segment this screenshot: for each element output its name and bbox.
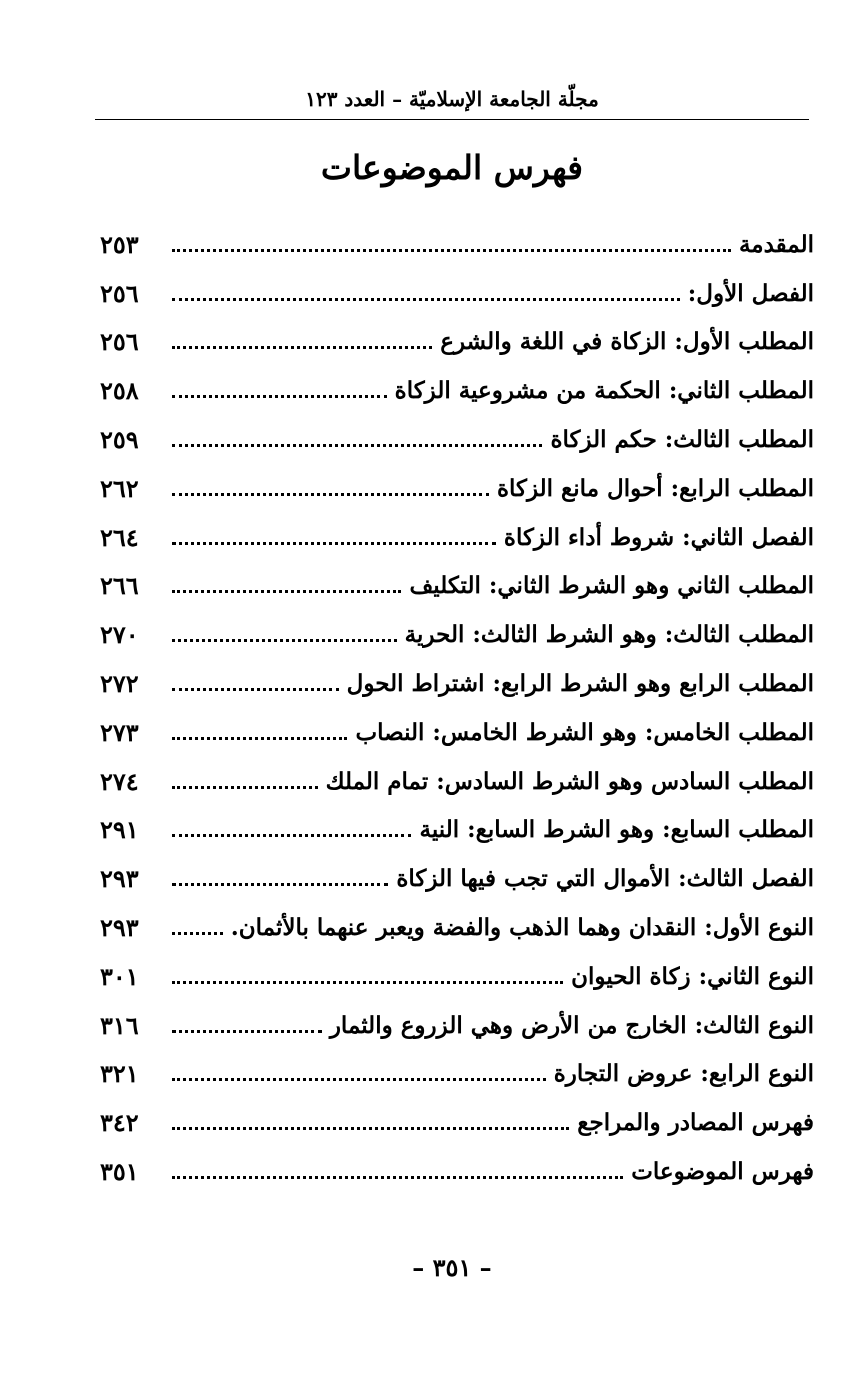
toc-entry <box>100 1050 814 1099</box>
dot-leader <box>172 639 397 642</box>
toc-entry-title: المطلب السابع: وهو الشرط السابع: النية <box>419 816 814 844</box>
dot-leader <box>172 786 318 789</box>
toc-entry-page: ٢٥٦ <box>100 278 139 308</box>
dot-leader <box>172 298 680 301</box>
toc-entry <box>100 366 814 415</box>
toc-entry-page: ٢٧٣ <box>100 717 139 747</box>
toc-entry-page: ٢٦٦ <box>100 571 139 601</box>
toc-entry <box>100 269 814 318</box>
toc-entry-page: ٣٤٢ <box>100 1108 139 1138</box>
dot-leader <box>172 981 563 984</box>
toc-entry <box>100 1098 814 1147</box>
toc-entry-title: المطلب الرابع: أحوال مانع الزكاة <box>496 474 814 502</box>
toc-entry-page: ٣٥١ <box>100 1157 139 1187</box>
table-of-contents <box>100 220 814 1196</box>
toc-entry-title: فهرس المصادر والمراجع <box>577 1109 814 1137</box>
toc-entry-title: الفصل الثاني: شروط أداء الزكاة <box>503 523 814 551</box>
toc-entry-title: الفصل الثالث: الأموال التي تجب فيها الزكاة <box>396 865 814 893</box>
toc-entry <box>100 1147 814 1196</box>
toc-entry-title: الفصل الأول: <box>687 279 814 307</box>
dot-leader <box>172 1127 569 1130</box>
dot-leader <box>172 395 387 398</box>
dot-leader <box>172 1176 623 1179</box>
toc-entry-title: المطلب الخامس: وهو الشرط الخامس: النصاب <box>355 718 814 746</box>
dot-leader <box>172 590 401 593</box>
toc-entry <box>100 1001 814 1050</box>
toc-entry <box>100 318 814 367</box>
toc-entry <box>100 708 814 757</box>
toc-entry-page: ٢٥٦ <box>100 327 139 357</box>
dot-leader <box>172 493 489 496</box>
toc-entry <box>100 562 814 611</box>
dot-leader <box>172 737 347 740</box>
toc-entry <box>100 513 814 562</box>
toc-entry-page: ٣٢١ <box>100 1059 139 1089</box>
toc-entry-title: النوع الأول: النقدان وهما الذهب والفضة ويعبر عنهما بالأثمان. <box>230 914 814 942</box>
toc-entry-title: المطلب الثالث: حكم الزكاة <box>550 426 814 454</box>
toc-entry-page: ٢٦٢ <box>100 473 139 503</box>
toc-entry-title: النوع الرابع: عروض التجارة <box>553 1060 814 1088</box>
toc-entry-page: ٣٠١ <box>100 961 139 991</box>
dot-leader <box>172 444 542 447</box>
toc-entry-page: ٢٥٩ <box>100 425 139 455</box>
toc-entry-page: ٢٩١ <box>100 815 139 845</box>
toc-entry <box>100 903 814 952</box>
toc-entry <box>100 659 814 708</box>
toc-entry-page: ٢٥٣ <box>100 229 139 259</box>
dot-leader <box>172 883 388 886</box>
toc-entry-page: ٢٧٤ <box>100 766 139 796</box>
dot-leader <box>172 932 223 935</box>
toc-entry-title: المطلب الأول: الزكاة في اللغة والشرع <box>440 328 814 356</box>
page-title: فهرس الموضوعات <box>320 148 584 187</box>
toc-entry-title: النوع الثالث: الخارج من الأرض وهي الزروع والثمار <box>329 1011 814 1039</box>
toc-entry-title: المطلب السادس وهو الشرط السادس: تمام الملك <box>325 767 814 795</box>
toc-entry-title: النوع الثاني: زكاة الحيوان <box>571 962 814 990</box>
running-header: مجلّة الجامعة الإسلاميّة – العدد ١٢٣ <box>305 87 599 111</box>
toc-entry <box>100 220 814 269</box>
toc-entry-title: المطلب الثاني وهو الشرط الثاني: التكليف <box>409 572 814 600</box>
toc-entry-page: ٢٦٤ <box>100 522 139 552</box>
toc-entry-page: ٢٧٢ <box>100 669 139 699</box>
toc-entry-page: ٢٩٣ <box>100 913 139 943</box>
toc-entry-title: فهرس الموضوعات <box>631 1158 814 1186</box>
dot-leader <box>172 346 432 349</box>
toc-entry <box>100 952 814 1001</box>
dot-leader <box>172 1030 322 1033</box>
dot-leader <box>172 542 496 545</box>
toc-entry <box>100 854 814 903</box>
toc-entry <box>100 610 814 659</box>
toc-entry <box>100 464 814 513</box>
toc-entry-title: المقدمة <box>738 230 814 258</box>
toc-entry-title: المطلب الثاني: الحكمة من مشروعية الزكاة <box>394 377 814 405</box>
toc-entry-page: ٢٥٨ <box>100 376 139 406</box>
dot-leader <box>172 249 731 252</box>
page-number: – ٣٥١ – <box>412 1253 492 1282</box>
toc-entry-page: ٢٩٣ <box>100 864 139 894</box>
dot-leader <box>172 834 411 837</box>
header-divider <box>95 119 809 120</box>
dot-leader <box>172 688 339 691</box>
toc-entry <box>100 757 814 806</box>
toc-entry-page: ٢٧٠ <box>100 620 139 650</box>
toc-entry-title: المطلب الثالث: وهو الشرط الثالث: الحرية <box>404 621 814 649</box>
toc-entry-page: ٣١٦ <box>100 1010 139 1040</box>
dot-leader <box>172 1078 546 1081</box>
toc-entry <box>100 415 814 464</box>
toc-entry <box>100 806 814 855</box>
toc-entry-title: المطلب الرابع وهو الشرط الرابع: اشتراط الحول <box>346 670 814 698</box>
